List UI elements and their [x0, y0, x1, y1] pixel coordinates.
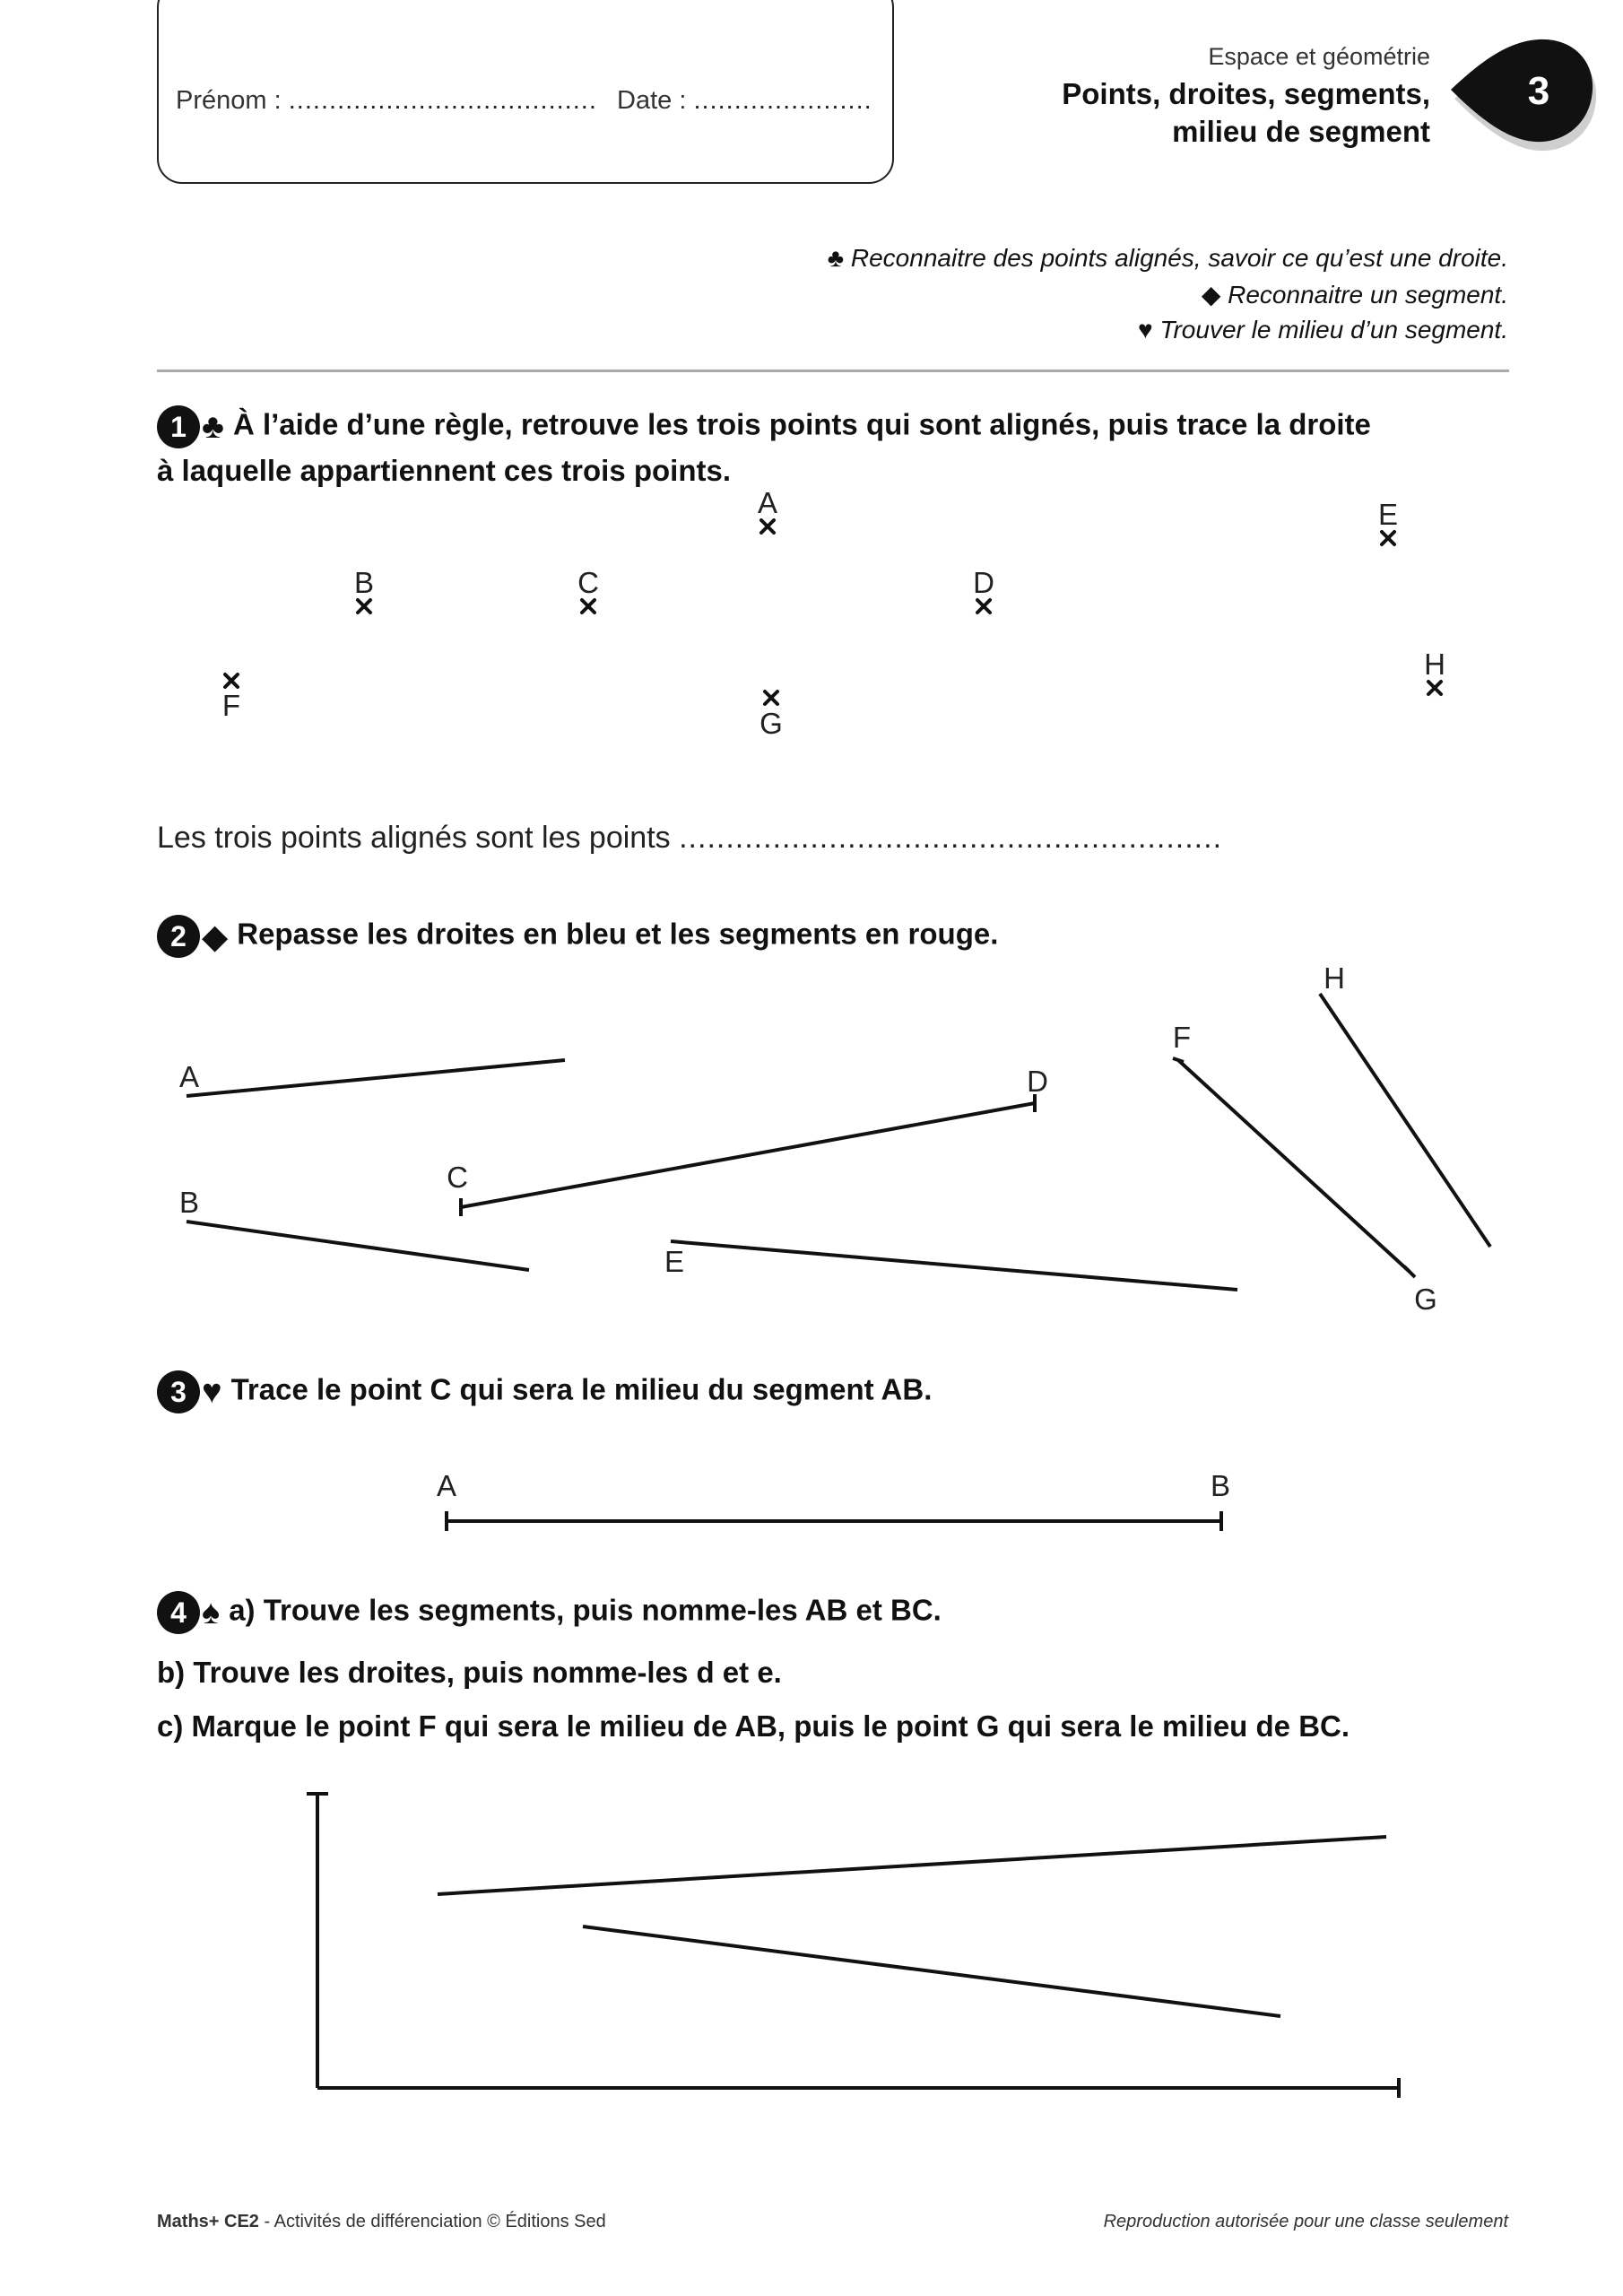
label-f: F [1172, 1021, 1192, 1054]
prenom-label: Prénom : [176, 86, 282, 115]
point-g-cross [765, 691, 777, 704]
point-h-cross [1428, 682, 1441, 694]
heart-icon: ♥ [1138, 316, 1153, 344]
exercise-1-line1: À l’aide d’une règle, retrouve les trois points qui sont alignés, puis trace la droite [232, 407, 1371, 441]
label-a: A [178, 1060, 200, 1093]
exercise-4-instruction-b: b) Trouve les droites, puis nomme-les d et e. [157, 1656, 782, 1689]
date-field[interactable] [617, 86, 872, 116]
line-upper [438, 1837, 1386, 1894]
club-icon: ♣ [827, 244, 845, 272]
exercise-4-instruction-a [157, 1591, 942, 1634]
page-title [1062, 75, 1430, 151]
label-e: E [664, 1245, 685, 1278]
exercise-4-number: 4 [157, 1591, 200, 1634]
line-e [671, 1241, 1237, 1290]
label-c: C [447, 1161, 468, 1194]
segment-cd [461, 1103, 1035, 1207]
exercise-1-line2: à laquelle appartiennent ces trois points. [157, 454, 731, 487]
objective-1-text: Reconnaitre des points alignés, savoir ce qu’est une droite. [850, 244, 1508, 272]
diamond-icon: ◆ [202, 918, 229, 956]
exercise-4-text-a: a) Trouve les segments, puis nomme-les AB et BC. [229, 1593, 942, 1627]
prenom-field[interactable] [176, 86, 597, 116]
point-b-label: B [353, 566, 375, 599]
line-a [187, 1060, 565, 1096]
line-h [1320, 994, 1490, 1247]
exercise-3-number: 3 [157, 1370, 200, 1413]
footer-credit-text: - Activités de différenciation © Éditions Sed [258, 2212, 606, 2231]
point-f-label: F [221, 689, 241, 722]
label-b: B [178, 1186, 200, 1219]
point-e-cross [1382, 532, 1394, 544]
segment-fg-tick-g [1404, 1266, 1415, 1277]
point-b-cross [358, 600, 370, 613]
chapter-badge [1445, 34, 1598, 160]
exercise-4-figure [0, 1776, 1623, 2117]
category-label: Espace et géométrie [1208, 43, 1430, 70]
label-b: B [1210, 1469, 1231, 1502]
prenom-dots: ...................................... [288, 86, 597, 115]
point-h-label: H [1424, 648, 1445, 681]
objective-1 [828, 244, 1508, 273]
footer-credit [157, 2212, 606, 2232]
segment-fg [1178, 1060, 1410, 1272]
footer-rights: Reproduction autorisée pour une classe seulement [1103, 2212, 1508, 2231]
exercise-1-answer[interactable] [157, 821, 1221, 856]
exercise-3-text: Trace le point C qui sera le milieu du segment AB. [230, 1372, 933, 1406]
exercise-3-instruction [157, 1370, 932, 1413]
exercise-4-instruction-c: c) Marque le point F qui sera le milieu de AB, puis le point G qui sera le milieu de BC. [157, 1709, 1350, 1743]
objective-2 [1202, 280, 1508, 309]
point-d-cross [977, 600, 990, 613]
point-d-label: D [973, 566, 994, 599]
point-e-label: E [1377, 498, 1399, 531]
point-g-label: G [759, 707, 783, 740]
label-h: H [1324, 961, 1345, 995]
line-lower [583, 1926, 1280, 2016]
answer-label: Les trois points alignés sont les points [157, 821, 671, 855]
badge-number: 3 [1527, 69, 1550, 113]
label-d: D [1027, 1065, 1048, 1098]
club-icon: ♣ [202, 407, 224, 446]
answer-period: . [1212, 821, 1222, 855]
point-a-label: A [757, 486, 778, 519]
exercise-1-points [0, 484, 1623, 753]
label-a: A [436, 1469, 457, 1502]
date-label: Date : [617, 86, 687, 115]
heart-icon: ♥ [202, 1372, 222, 1411]
footer-brand: Maths+ CE2 [157, 2212, 259, 2231]
segment-fg-tick-f [1173, 1058, 1184, 1062]
exercise-1-instruction [157, 405, 1371, 448]
spade-icon: ♠ [202, 1593, 221, 1631]
exercise-1-number: 1 [157, 405, 200, 448]
point-c-label: C [577, 566, 599, 599]
label-g: G [1414, 1283, 1437, 1316]
point-a-cross [761, 520, 774, 533]
objective-2-text: Reconnaitre un segment. [1228, 281, 1508, 309]
point-f-cross [225, 674, 238, 687]
page-title-line1: Points, droites, segments, [1062, 77, 1430, 110]
exercise-2-number: 2 [157, 915, 200, 958]
header-divider [157, 370, 1509, 372]
diamond-icon: ◆ [1201, 281, 1221, 309]
line-b [187, 1222, 529, 1270]
date-dots: ...................... [693, 86, 872, 115]
point-c-cross [582, 600, 595, 613]
objective-3-text: Trouver le milieu d’un segment. [1159, 316, 1508, 344]
objective-3 [1138, 316, 1508, 344]
exercise-3-figure [0, 1453, 1623, 1552]
page-title-line2: milieu de segment [1172, 115, 1430, 148]
answer-dots: ......................................................... [679, 821, 1213, 855]
exercise-2-text: Repasse les droites en bleu et les segments en rouge. [237, 917, 999, 951]
exercise-2-figure [0, 951, 1623, 1327]
